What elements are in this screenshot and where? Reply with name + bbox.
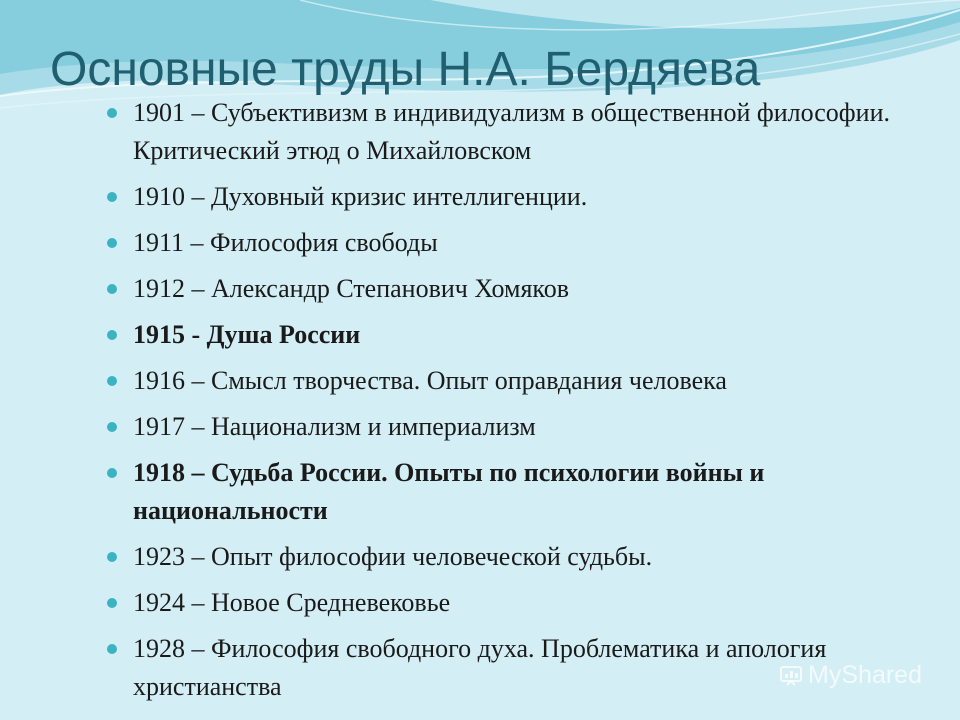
bullet-icon xyxy=(107,330,117,340)
list-item xyxy=(104,270,944,308)
list-item-text: 1910 – Духовный кризис интеллигенции. xyxy=(133,182,588,211)
slide-title: Основные труды Н.А. Бердяева xyxy=(50,43,761,96)
list-item xyxy=(104,538,944,576)
bullet-icon xyxy=(107,644,117,654)
list-item-text: 1911 – Философия свободы xyxy=(133,228,438,257)
list-item-text: 1918 – Судьба России. Опыты по психологии войны и национальности xyxy=(133,458,765,525)
bullet-icon xyxy=(107,552,117,562)
list-item-text: 1915 - Душа России xyxy=(133,320,361,349)
bullet-icon xyxy=(107,284,117,294)
list-item xyxy=(104,316,944,354)
bullet-icon xyxy=(107,598,117,608)
list-item-text: 1901 – Субъективизм в индивидуализм в общественной философии. Критический этюд о Михайловском xyxy=(133,98,890,165)
list-item xyxy=(104,584,944,622)
bullet-icon xyxy=(107,192,117,202)
list-item xyxy=(104,94,944,170)
list-item-text: 1917 – Национализм и империализм xyxy=(133,412,536,441)
bullet-icon xyxy=(107,108,117,118)
list-item-text: 1912 – Александр Степанович Хомяков xyxy=(133,274,569,303)
list-item xyxy=(104,408,944,446)
watermark xyxy=(779,661,922,690)
list-item-text: 1928 – Философия свободного духа. Проблематика и апология христианства xyxy=(133,634,827,701)
list-item-text: 1924 – Новое Средневековье xyxy=(133,588,451,617)
list-item xyxy=(104,224,944,262)
list-item xyxy=(104,362,944,400)
bullet-icon xyxy=(107,468,117,478)
bullet-icon xyxy=(107,376,117,386)
list-item-text: 1923 – Опыт философии человеческой судьбы. xyxy=(133,542,653,571)
list-item-text: 1916 – Смысл творчества. Опыт оправдания человека xyxy=(133,366,727,395)
presentation-icon xyxy=(779,664,803,688)
watermark-text: MyShared xyxy=(808,661,922,689)
works-list xyxy=(104,94,944,714)
bullet-icon xyxy=(107,422,117,432)
bullet-icon xyxy=(107,238,117,248)
list-item xyxy=(104,178,944,216)
list-item xyxy=(104,454,944,530)
